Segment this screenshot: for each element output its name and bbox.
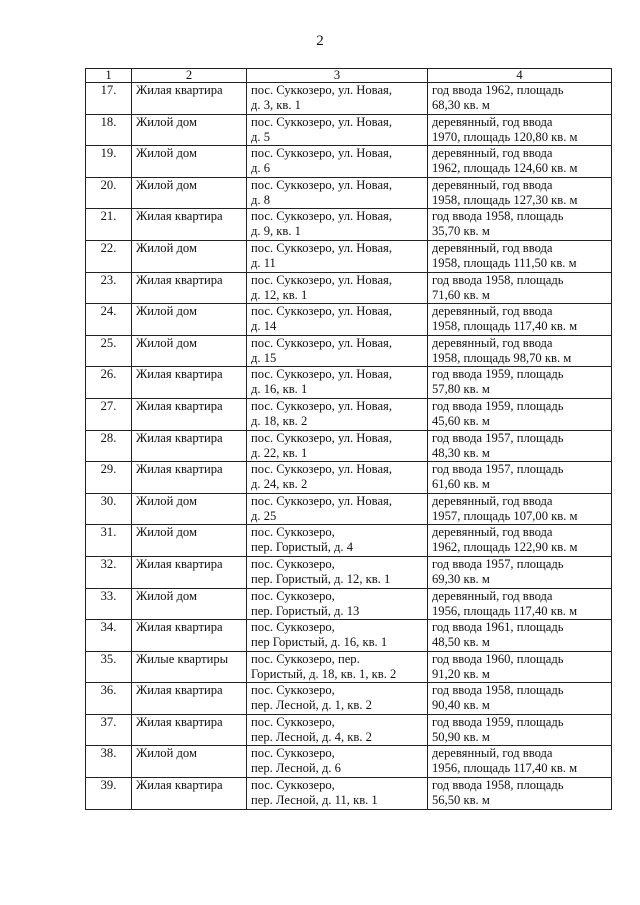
property-type-cell: Жилая квартира xyxy=(132,620,247,652)
property-type-cell: Жилой дом xyxy=(132,746,247,778)
row-number-cell: 38. xyxy=(86,746,132,778)
address-line: пос. Суккозеро, ул. Новая, xyxy=(251,177,392,192)
table-row xyxy=(86,304,612,336)
description-cell xyxy=(428,304,612,336)
address-line: д. 16, кв. 1 xyxy=(251,382,308,397)
description-line: 1956, площадь 117,40 кв. м xyxy=(432,603,578,618)
address-line: пос. Суккозеро, ул. Новая, xyxy=(251,114,392,129)
address-cell xyxy=(247,114,428,146)
address-cell xyxy=(247,304,428,336)
description-cell xyxy=(428,398,612,430)
description-line: деревянный, год ввода xyxy=(432,746,553,761)
description-cell xyxy=(428,714,612,746)
address-line: пер. Гористый, д. 4 xyxy=(251,540,354,555)
address-cell xyxy=(247,272,428,304)
description-cell xyxy=(428,335,612,367)
property-type-cell: Жилая квартира xyxy=(132,398,247,430)
description-line: деревянный, год ввода xyxy=(432,588,553,603)
property-type-cell: Жилой дом xyxy=(132,114,247,146)
table-row xyxy=(86,556,612,588)
description-line: деревянный, год ввода xyxy=(432,525,553,540)
row-number-cell: 39. xyxy=(86,778,132,810)
row-number-cell: 17. xyxy=(86,83,132,115)
description-line: деревянный, год ввода xyxy=(432,493,553,508)
row-number-cell: 19. xyxy=(86,146,132,178)
property-type-cell: Жилая квартира xyxy=(132,83,247,115)
description-cell xyxy=(428,746,612,778)
address-cell xyxy=(247,209,428,241)
table-row xyxy=(86,83,612,115)
address-cell xyxy=(247,714,428,746)
table-row xyxy=(86,651,612,683)
address-line: пер. Лесной, д. 11, кв. 1 xyxy=(251,793,378,808)
address-line: пер. Лесной, д. 6 xyxy=(251,761,341,776)
description-line: 71,60 кв. м xyxy=(432,287,490,302)
description-line: год ввода 1958, площадь xyxy=(432,778,564,793)
description-cell xyxy=(428,525,612,557)
address-cell xyxy=(247,146,428,178)
description-line: год ввода 1959, площадь xyxy=(432,398,564,413)
description-line: 91,20 кв. м xyxy=(432,666,490,681)
address-cell xyxy=(247,683,428,715)
address-line: пос. Суккозеро, xyxy=(251,525,335,540)
description-line: год ввода 1962, площадь xyxy=(432,83,564,97)
address-line: д. 24, кв. 2 xyxy=(251,477,308,492)
address-line: пос. Суккозеро, ул. Новая, xyxy=(251,146,392,161)
table-row xyxy=(86,588,612,620)
row-number-cell: 30. xyxy=(86,493,132,525)
description-line: 1958, площадь 98,70 кв. м xyxy=(432,350,572,365)
address-line: д. 25 xyxy=(251,508,277,523)
description-cell xyxy=(428,209,612,241)
row-number-cell: 31. xyxy=(86,525,132,557)
description-cell xyxy=(428,83,612,115)
description-line: год ввода 1961, площадь xyxy=(432,620,564,635)
property-type-cell: Жилые квартиры xyxy=(132,651,247,683)
description-line: 48,30 кв. м xyxy=(432,445,490,460)
row-number-cell: 35. xyxy=(86,651,132,683)
address-cell xyxy=(247,620,428,652)
address-line: д. 18, кв. 2 xyxy=(251,413,308,428)
address-line: пос. Суккозеро, xyxy=(251,778,335,793)
table-header-row xyxy=(86,69,612,83)
description-line: 1956, площадь 117,40 кв. м xyxy=(432,761,578,776)
property-type-cell: Жилой дом xyxy=(132,525,247,557)
description-line: 50,90 кв. м xyxy=(432,729,490,744)
row-number-cell: 21. xyxy=(86,209,132,241)
address-line: пос. Суккозеро, ул. Новая, xyxy=(251,367,392,382)
row-number-cell: 20. xyxy=(86,177,132,209)
address-cell xyxy=(247,398,428,430)
table-row xyxy=(86,177,612,209)
description-line: год ввода 1958, площадь xyxy=(432,209,564,224)
description-cell xyxy=(428,493,612,525)
address-line: д. 11 xyxy=(251,255,276,270)
property-type-cell: Жилая квартира xyxy=(132,778,247,810)
address-cell xyxy=(247,588,428,620)
description-line: 1957, площадь 107,00 кв. м xyxy=(432,508,578,523)
row-number-cell: 27. xyxy=(86,398,132,430)
row-number-cell: 18. xyxy=(86,114,132,146)
row-number-cell: 36. xyxy=(86,683,132,715)
table-row xyxy=(86,335,612,367)
row-number-cell: 37. xyxy=(86,714,132,746)
address-line: пос. Суккозеро, ул. Новая, xyxy=(251,209,392,224)
page-number: 2 xyxy=(316,33,324,49)
row-number-cell: 28. xyxy=(86,430,132,462)
address-line: пос. Суккозеро, ул. Новая, xyxy=(251,493,392,508)
description-line: год ввода 1957, площадь xyxy=(432,556,564,571)
address-line: д. 6 xyxy=(251,161,271,176)
row-number-cell: 33. xyxy=(86,588,132,620)
table-row xyxy=(86,240,612,272)
description-line: год ввода 1959, площадь xyxy=(432,714,564,729)
address-line: пос. Суккозеро, xyxy=(251,683,335,698)
address-line: Гористый, д. 18, кв. 1, кв. 2 xyxy=(251,666,397,681)
address-cell xyxy=(247,177,428,209)
description-cell xyxy=(428,177,612,209)
address-cell xyxy=(247,335,428,367)
description-cell xyxy=(428,588,612,620)
table-row xyxy=(86,525,612,557)
row-number-cell: 29. xyxy=(86,462,132,494)
address-line: д. 3, кв. 1 xyxy=(251,98,301,112)
address-cell xyxy=(247,651,428,683)
table-row xyxy=(86,778,612,810)
header-cell-1: 1 xyxy=(86,69,132,83)
address-cell xyxy=(247,778,428,810)
address-cell xyxy=(247,367,428,399)
description-cell xyxy=(428,240,612,272)
description-line: деревянный, год ввода xyxy=(432,240,553,255)
address-cell xyxy=(247,493,428,525)
address-cell xyxy=(247,430,428,462)
table-row xyxy=(86,714,612,746)
description-line: 35,70 кв. м xyxy=(432,224,490,239)
property-type-cell: Жилая квартира xyxy=(132,714,247,746)
description-line: 61,60 кв. м xyxy=(432,477,490,492)
description-line: год ввода 1957, площадь xyxy=(432,462,564,477)
address-line: пос. Суккозеро, ул. Новая, xyxy=(251,304,392,319)
property-type-cell: Жилой дом xyxy=(132,493,247,525)
description-line: год ввода 1957, площадь xyxy=(432,430,564,445)
description-cell xyxy=(428,272,612,304)
table-row xyxy=(86,746,612,778)
description-line: 1958, площадь 111,50 кв. м xyxy=(432,255,577,270)
address-line: пос. Суккозеро, ул. Новая, xyxy=(251,335,392,350)
address-line: д. 12, кв. 1 xyxy=(251,287,308,302)
description-cell xyxy=(428,651,612,683)
address-line: пер. Лесной, д. 1, кв. 2 xyxy=(251,698,372,713)
row-number-cell: 34. xyxy=(86,620,132,652)
description-line: деревянный, год ввода xyxy=(432,146,553,161)
property-table-body xyxy=(86,69,612,810)
description-line: деревянный, год ввода xyxy=(432,177,553,192)
description-cell xyxy=(428,114,612,146)
description-line: 1962, площадь 122,90 кв. м xyxy=(432,540,578,555)
description-cell xyxy=(428,683,612,715)
row-number-cell: 26. xyxy=(86,367,132,399)
table-row xyxy=(86,430,612,462)
description-line: деревянный, год ввода xyxy=(432,335,553,350)
property-type-cell: Жилой дом xyxy=(132,304,247,336)
address-line: пос. Суккозеро, ул. Новая, xyxy=(251,462,392,477)
header-cell-4: 4 xyxy=(428,69,612,83)
description-line: год ввода 1958, площадь xyxy=(432,272,564,287)
description-line: 1958, площадь 117,40 кв. м xyxy=(432,319,578,334)
address-cell xyxy=(247,525,428,557)
property-type-cell: Жилая квартира xyxy=(132,683,247,715)
description-line: деревянный, год ввода xyxy=(432,114,553,129)
description-line: 68,30 кв. м xyxy=(432,98,490,112)
property-type-cell: Жилая квартира xyxy=(132,556,247,588)
address-line: пер. Гористый, д. 13 xyxy=(251,603,360,618)
address-line: пер Гористый, д. 16, кв. 1 xyxy=(251,635,388,650)
description-line: год ввода 1960, площадь xyxy=(432,651,564,666)
description-cell xyxy=(428,430,612,462)
address-line: пер. Гористый, д. 12, кв. 1 xyxy=(251,571,391,586)
description-line: 1970, площадь 120,80 кв. м xyxy=(432,129,578,144)
address-line: пос. Суккозеро, ул. Новая, xyxy=(251,272,392,287)
property-type-cell: Жилая квартира xyxy=(132,430,247,462)
property-type-cell: Жилой дом xyxy=(132,335,247,367)
address-line: пос. Суккозеро, xyxy=(251,746,335,761)
property-type-cell: Жилая квартира xyxy=(132,272,247,304)
row-number-cell: 32. xyxy=(86,556,132,588)
address-line: пер. Лесной, д. 4, кв. 2 xyxy=(251,729,372,744)
address-line: д. 22, кв. 1 xyxy=(251,445,308,460)
description-line: 45,60 кв. м xyxy=(432,413,490,428)
address-line: д. 15 xyxy=(251,350,277,365)
table-row xyxy=(86,462,612,494)
table-row xyxy=(86,272,612,304)
row-number-cell: 23. xyxy=(86,272,132,304)
address-line: пос. Суккозеро, xyxy=(251,588,335,603)
address-line: д. 14 xyxy=(251,319,277,334)
address-cell xyxy=(247,462,428,494)
description-line: 48,50 кв. м xyxy=(432,635,490,650)
description-cell xyxy=(428,367,612,399)
address-cell xyxy=(247,83,428,115)
description-line: 1958, площадь 127,30 кв. м xyxy=(432,192,578,207)
address-line: д. 9, кв. 1 xyxy=(251,224,301,239)
address-line: пос. Суккозеро, xyxy=(251,556,335,571)
address-line: пос. Суккозеро, пер. xyxy=(251,651,360,666)
address-cell xyxy=(247,556,428,588)
row-number-cell: 22. xyxy=(86,240,132,272)
description-line: 57,80 кв. м xyxy=(432,382,490,397)
property-type-cell: Жилой дом xyxy=(132,177,247,209)
description-cell xyxy=(428,462,612,494)
description-line: 1962, площадь 124,60 кв. м xyxy=(432,161,578,176)
address-line: пос. Суккозеро, xyxy=(251,714,335,729)
description-line: 90,40 кв. м xyxy=(432,698,490,713)
property-type-cell: Жилая квартира xyxy=(132,462,247,494)
address-line: д. 5 xyxy=(251,129,271,144)
description-line: год ввода 1958, площадь xyxy=(432,683,564,698)
property-type-cell: Жилая квартира xyxy=(132,209,247,241)
table-row xyxy=(86,209,612,241)
table-row xyxy=(86,620,612,652)
description-line: деревянный, год ввода xyxy=(432,304,553,319)
address-line: пос. Суккозеро, ул. Новая, xyxy=(251,430,392,445)
address-line: пос. Суккозеро, xyxy=(251,620,335,635)
table-row xyxy=(86,114,612,146)
property-table xyxy=(85,68,612,810)
address-cell xyxy=(247,746,428,778)
header-cell-2: 2 xyxy=(132,69,247,83)
table-row xyxy=(86,493,612,525)
header-cell-3: 3 xyxy=(247,69,428,83)
property-type-cell: Жилой дом xyxy=(132,240,247,272)
table-row xyxy=(86,398,612,430)
description-cell xyxy=(428,146,612,178)
table-row xyxy=(86,367,612,399)
address-cell xyxy=(247,240,428,272)
row-number-cell: 24. xyxy=(86,304,132,336)
address-line: пос. Суккозеро, ул. Новая, xyxy=(251,83,392,97)
description-cell xyxy=(428,620,612,652)
property-type-cell: Жилой дом xyxy=(132,146,247,178)
table-row xyxy=(86,683,612,715)
description-cell xyxy=(428,778,612,810)
table-row xyxy=(86,146,612,178)
description-line: 69,30 кв. м xyxy=(432,571,490,586)
description-line: 56,50 кв. м xyxy=(432,793,490,808)
row-number-cell: 25. xyxy=(86,335,132,367)
address-line: пос. Суккозеро, ул. Новая, xyxy=(251,240,392,255)
description-line: год ввода 1959, площадь xyxy=(432,367,564,382)
address-line: д. 8 xyxy=(251,192,271,207)
address-line: пос. Суккозеро, ул. Новая, xyxy=(251,398,392,413)
description-cell xyxy=(428,556,612,588)
property-type-cell: Жилая квартира xyxy=(132,367,247,399)
property-type-cell: Жилой дом xyxy=(132,588,247,620)
